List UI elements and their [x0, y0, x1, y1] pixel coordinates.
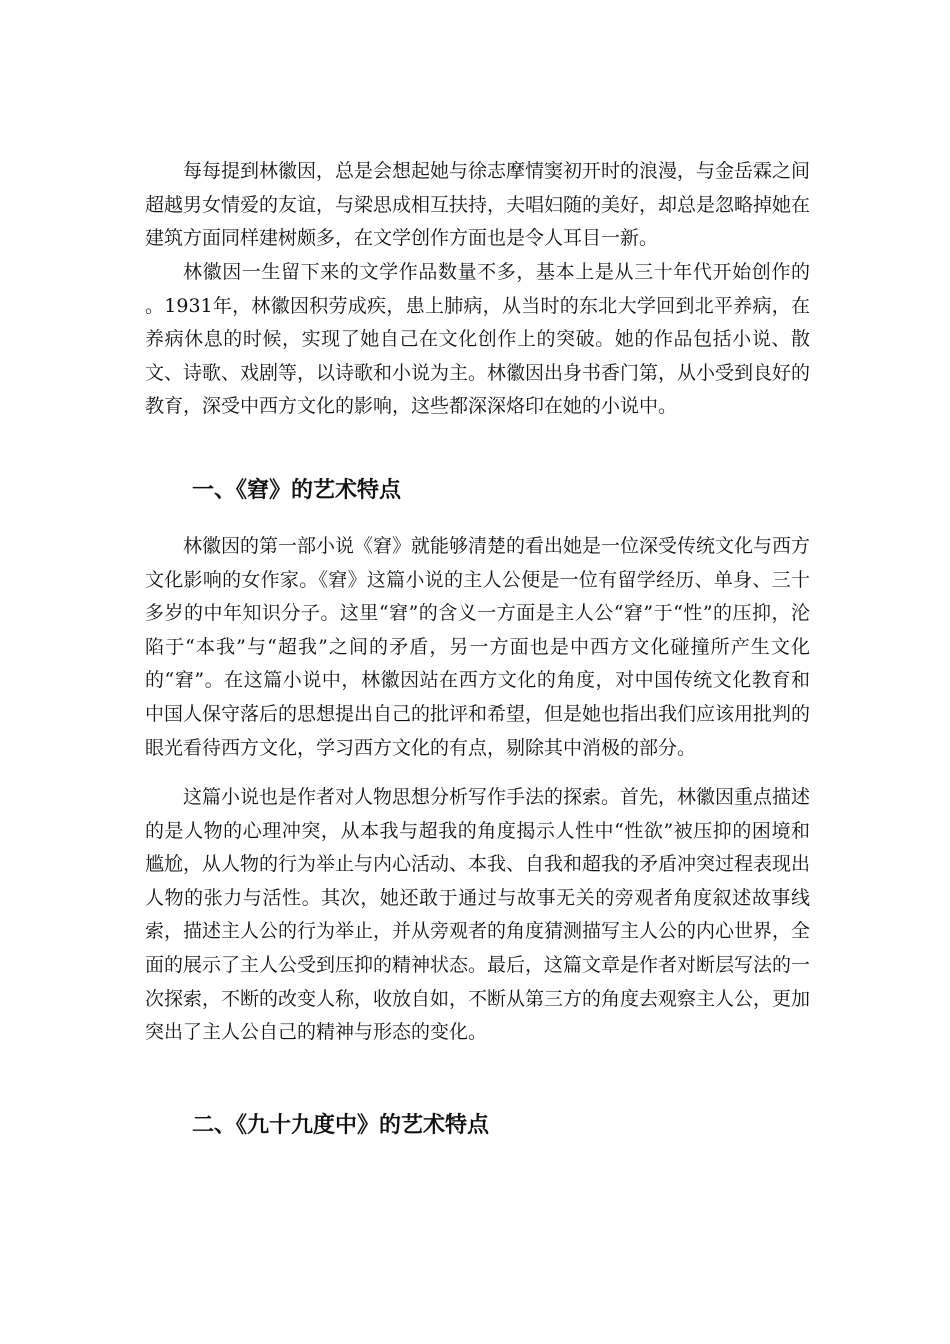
intro-paragraph-2: 林徽因一生留下来的文学作品数量不多，基本上是从三十年代开始创作的 。1931年，林徽因积劳成疾，患上肺病，从当时的东北大学回到北平养病，在养病休息的时候，实现了她自己在文化创作上的突破。她的作品包括小说、散文、诗歌、戏剧等，以诗歌和小说为主。林徽因出身书香门第，从小受到良好的教育，深受中西方文化的影响，这些都深深烙印在她的小说中。: [145, 261, 811, 418]
section1-paragraph-2: 这篇小说也是作者对人物思想分析写作手法的探索。首先，林徽因重点描述的是人物的心理冲突，从本我与超我的角度揭示人性中“性欲”被压抑的困境和尴尬，从人物的行为举止与内心活动、本我、自我和超我的矛盾冲突过程表现出人物的张力与活性。其次，她还敢于通过与故事无关的旁观者角度叙述故事线索，描述主人公的行为举止，并从旁观者的角度猜测描写主人公的内心世界，全面的展示了主人公受到压抑的精神状态。最后，这篇文章是作者对断层写法的一次探索，不断的改变人称，收放自如，不断从第三方的角度去观察主人公，更加突出了主人公自己的精神与形态的变化。: [145, 786, 811, 1044]
section1-paragraph-1: 林徽因的第一部小说《窘》就能够清楚的看出她是一位深受传统文化与西方文化影响的女作家。《窘》这篇小说的主人公便是一位有留学经历、单身、三十多岁的中年知识分子。这里“窘”的含义一方面是主人公“窘”于“性”的压抑，沦陷于“本我”与“超我”之间的矛盾，另一方面也是中西方文化碰撞所产生文化的“窘”。在这篇小说中，林徽因站在西方文化的角度，对中国传统文化教育和中国人保守落后的思想提出自己的批评和希望，但是她也指出我们应该用批判的眼光看待西方文化，学习西方文化的有点，剔除其中消极的部分。: [145, 535, 811, 759]
intro-paragraph-1: 每每提到林徽因，总是会想起她与徐志摩情窦初开时的浪漫，与金岳霖之间超越男女情爱的友谊，与梁思成相互扶持，夫唱妇随的美好，却总是忽略掉她在建筑方面同样建树颇多，在文学创作方面也是令人耳目一新。: [145, 160, 811, 250]
section-heading-2: 二、《九十九度中》的艺术特点: [192, 1112, 490, 1138]
section-heading-1: 一、《窘》的艺术特点: [192, 477, 402, 503]
